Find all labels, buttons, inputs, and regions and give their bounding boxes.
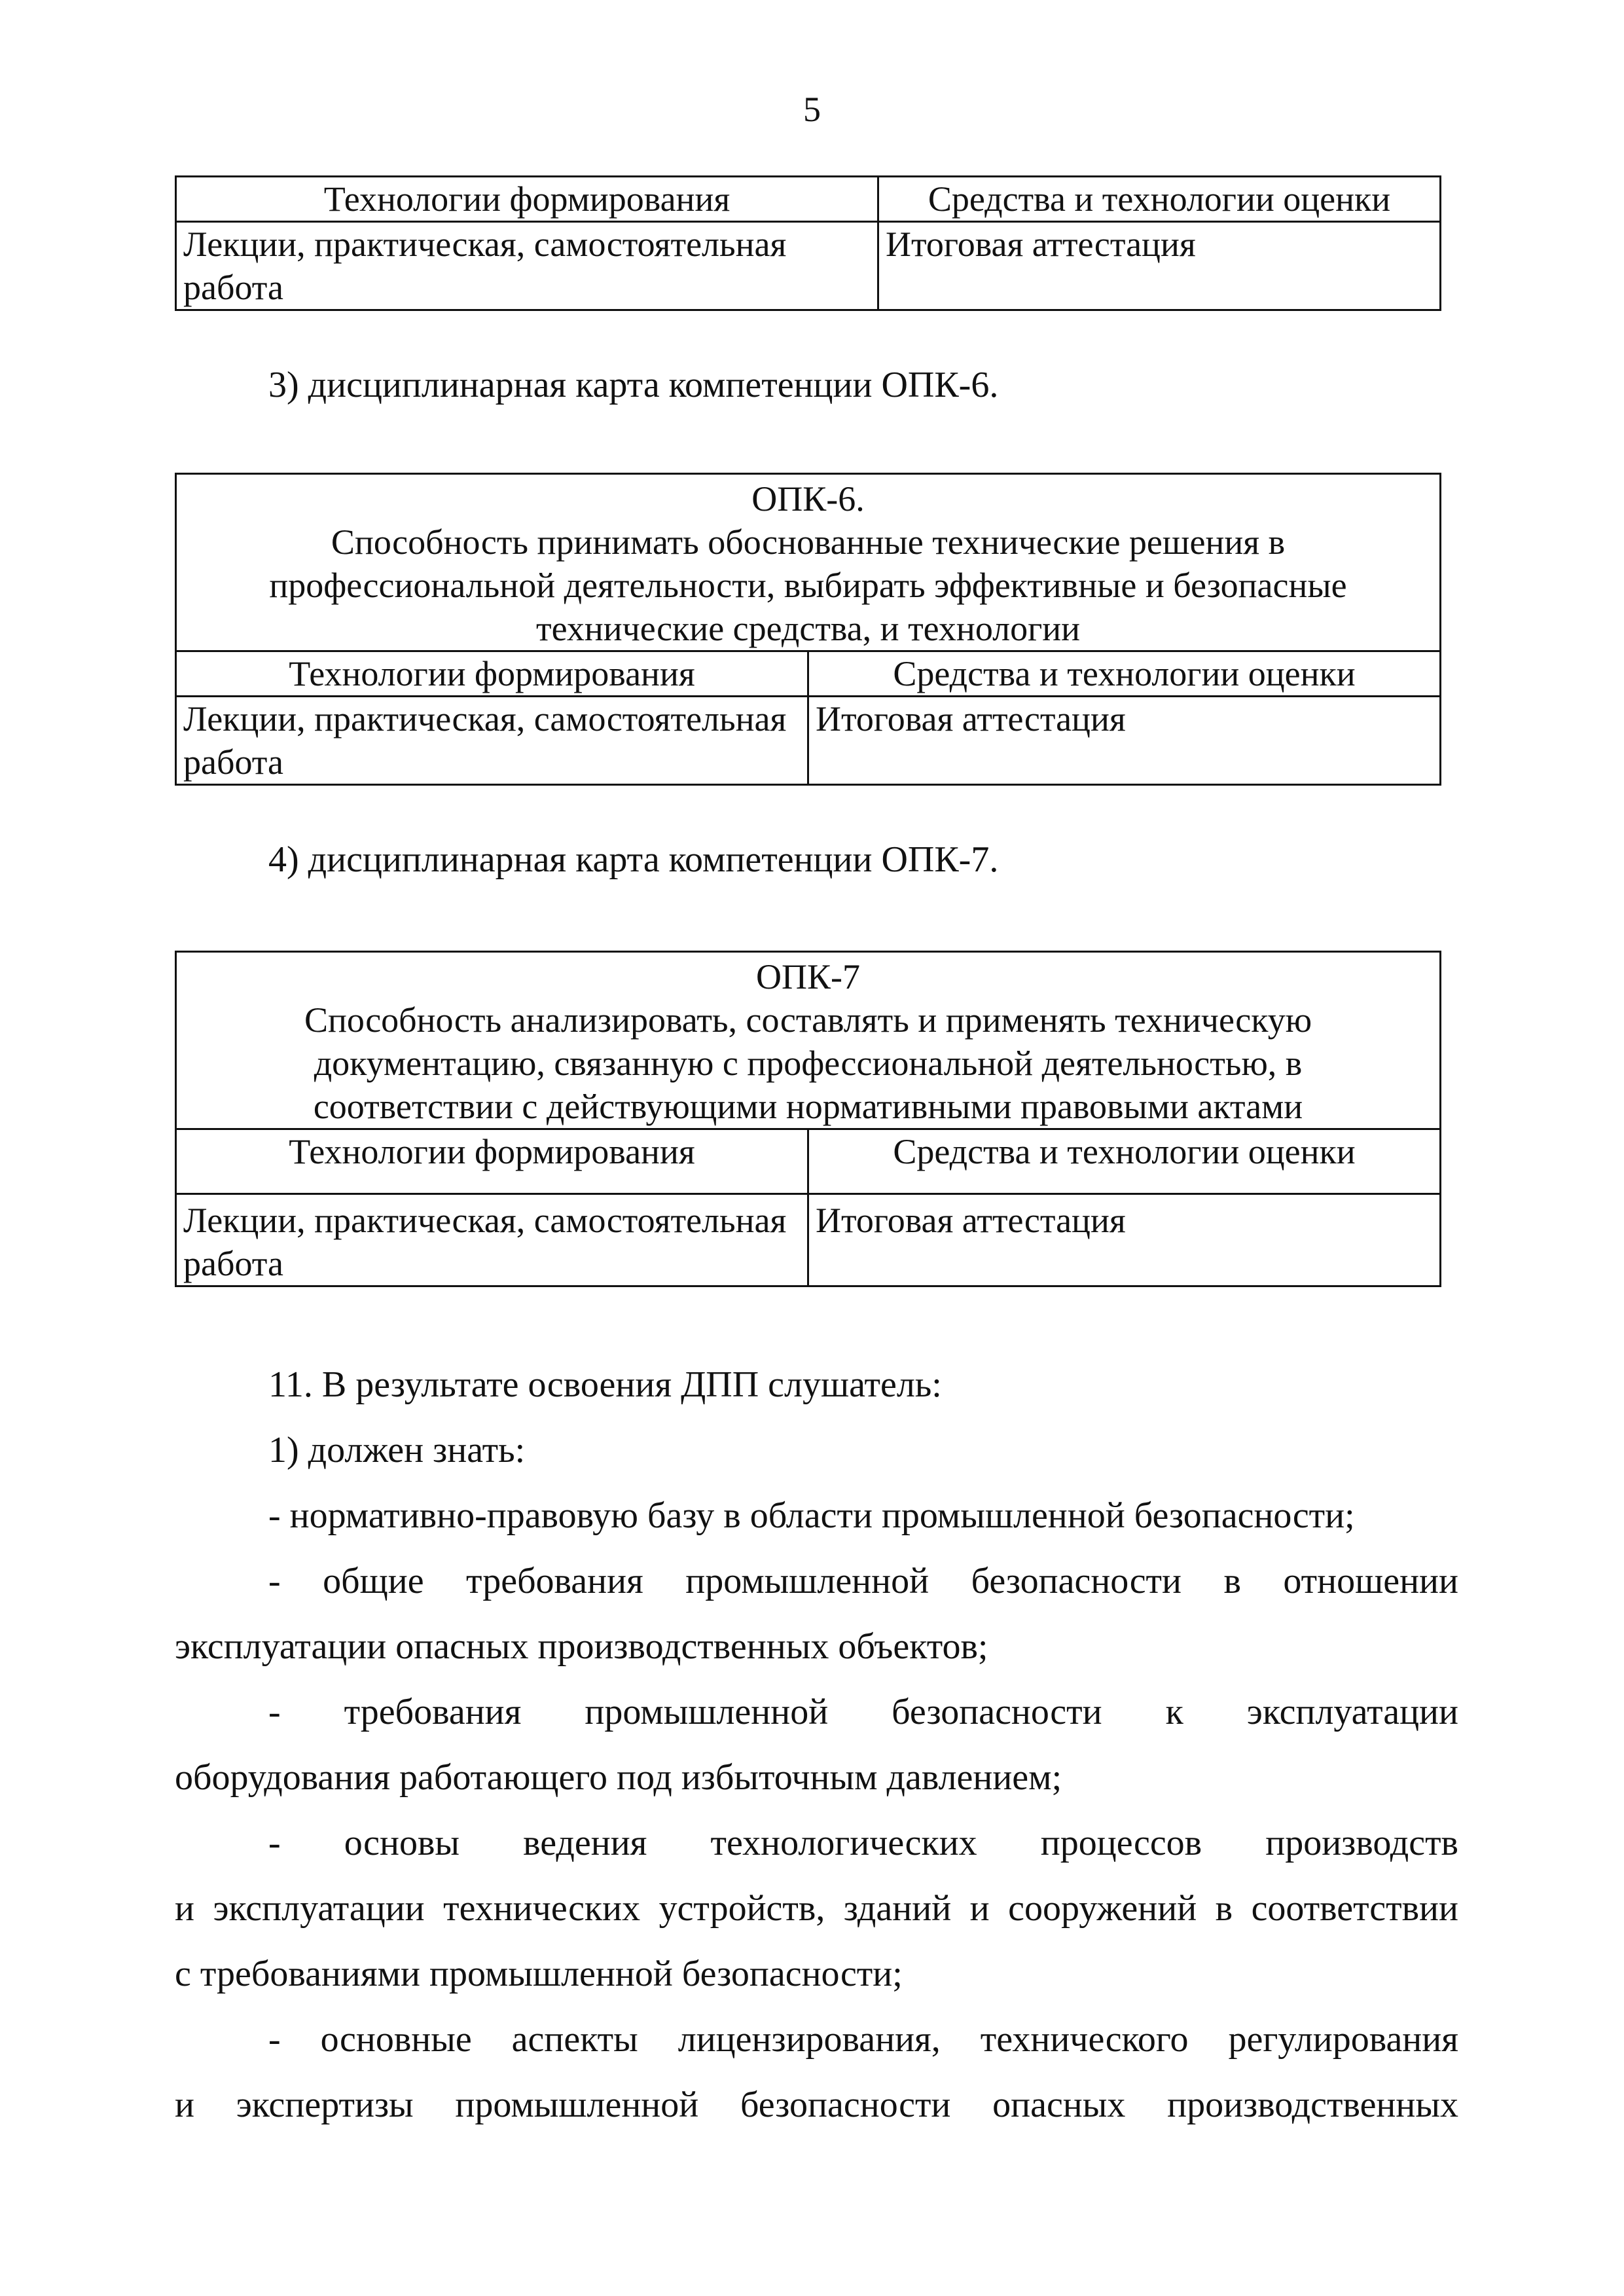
list-item-line: с требованиями промышленной безопасности; — [175, 1954, 903, 1994]
list-item-line: - основы ведения технологических процессов производств — [268, 1823, 1458, 1863]
list-item-line: - общие требования промышленной безопасности в отношении — [268, 1561, 1458, 1601]
list-item — [175, 1810, 1458, 2007]
header-assessment-tools: Средства и технологии оценки — [808, 1129, 1441, 1194]
assessment-cell: Итоговая аттестация — [808, 697, 1441, 785]
list-item — [175, 2007, 1458, 2138]
list-item-line: и экспертизы промышленной безопасности опасных производственных — [175, 2085, 1458, 2125]
list-item-line: оборудования работающего под избыточным давлением; — [175, 1757, 1062, 1798]
cell-line: работа — [183, 1244, 283, 1283]
table-title-row — [176, 474, 1441, 651]
list-item-line: и эксплуатации технических устройств, зданий и сооружений в соответствии — [175, 1888, 1458, 1929]
list-item-line: эксплуатации опасных производственных объектов; — [175, 1626, 988, 1667]
section-heading: 11. В результате освоения ДПП слушатель: — [268, 1364, 942, 1405]
table-header-row — [176, 1129, 1441, 1194]
table-row — [176, 697, 1441, 785]
competency-table-top — [175, 175, 1441, 311]
header-formation-tech: Технологии формирования — [176, 1129, 808, 1194]
competency-description-line: Способность анализировать, составлять и применять техническую — [304, 1000, 1312, 1040]
competency-table-opk7 — [175, 951, 1441, 1287]
table-header-row — [176, 651, 1441, 697]
list-item-line: - требования промышленной безопасности к эксплуатации — [268, 1692, 1458, 1732]
table-header-row — [176, 177, 1441, 222]
section-subheading: 1) должен знать: — [268, 1430, 526, 1470]
cell-line: Лекции, практическая, самостоятельная — [183, 225, 787, 264]
table-row — [176, 1194, 1441, 1286]
intro-opk6: 3) дисциплинарная карта компетенции ОПК-6. — [268, 365, 999, 405]
competency-description-line: профессиональной деятельности, выбирать эффективные и безопасные — [269, 566, 1347, 605]
table-row — [176, 222, 1441, 310]
header-assessment-tools: Средства и технологии оценки — [878, 177, 1441, 222]
list-item — [175, 1679, 1458, 1810]
formation-tech-cell — [176, 222, 878, 310]
header-assessment-tools: Средства и технологии оценки — [808, 651, 1441, 697]
assessment-cell: Итоговая аттестация — [878, 222, 1441, 310]
intro-opk7: 4) дисциплинарная карта компетенции ОПК-7. — [268, 839, 999, 880]
cell-line: работа — [183, 742, 283, 782]
competency-description-line: технические средства, и технологии — [535, 609, 1081, 648]
header-formation-tech: Технологии формирования — [176, 651, 808, 697]
competency-code: ОПК-6. — [751, 479, 865, 519]
list-item — [175, 1548, 1458, 1679]
assessment-cell: Итоговая аттестация — [808, 1194, 1441, 1286]
list-item: - нормативно-правовую базу в области промышленной безопасности; — [268, 1495, 1355, 1536]
competency-description-line: документацию, связанную с профессиональной деятельностью, в — [314, 1044, 1303, 1083]
header-formation-tech: Технологии формирования — [176, 177, 878, 222]
competency-code: ОПК-7 — [756, 957, 860, 996]
competency-title-cell — [176, 474, 1441, 651]
list-item-line: - основные аспекты лицензирования, технического регулирования — [268, 2019, 1458, 2060]
competency-title-cell — [176, 952, 1441, 1129]
table-title-row — [176, 952, 1441, 1129]
competency-description-line: Способность принимать обоснованные технические решения в — [331, 522, 1286, 562]
competency-table-opk6 — [175, 473, 1441, 786]
competency-description-line: соответствии с действующими нормативными правовыми актами — [313, 1087, 1303, 1126]
cell-line: Лекции, практическая, самостоятельная — [183, 1201, 787, 1240]
cell-line: Лекции, практическая, самостоятельная — [183, 699, 787, 738]
formation-tech-cell — [176, 697, 808, 785]
page-number: 5 — [803, 90, 821, 129]
formation-tech-cell — [176, 1194, 808, 1286]
cell-line: работа — [183, 268, 283, 307]
